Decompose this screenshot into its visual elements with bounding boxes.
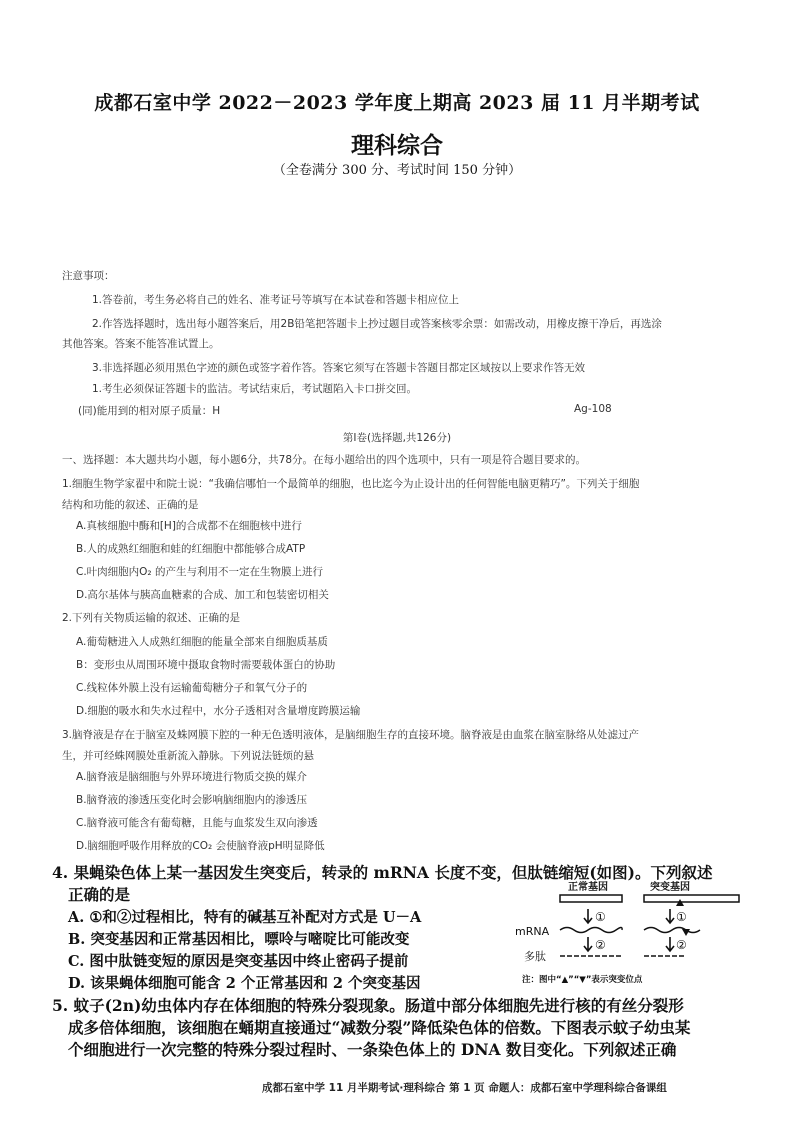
mutant-transcription-arrow-icon bbox=[666, 909, 674, 923]
notice-item-1: 1.答卷前，考生务必将自己的姓名、准考证号等填写在本试卷和答题卡相应位上 bbox=[92, 294, 460, 306]
q3-option-a: A.脑脊液是脑细胞与外界环境进行物质交换的媒介 bbox=[76, 771, 307, 783]
q1-option-c: C.叶肉细胞内O₂ 的产生与利用不一定在生物膜上进行 bbox=[76, 566, 323, 578]
mutation-figure bbox=[510, 880, 750, 988]
q1-stem-cont: 结构和功能的叙述、正确的是 bbox=[62, 499, 199, 511]
figure-label-mrna: mRNA bbox=[515, 925, 550, 938]
q2-stem: 2.下列有关物质运输的叙述、正确的是 bbox=[62, 612, 241, 624]
mutant-translation-arrow-icon bbox=[666, 937, 674, 951]
mutant-gene-bar bbox=[644, 895, 739, 902]
normal-translation-arrow-icon bbox=[584, 937, 592, 951]
part-heading: 第Ⅰ卷(选择题,共126分) bbox=[342, 432, 452, 444]
q2-option-d: D.细胞的吸水和失水过程中，水分子透相对含量增度跨膜运输 bbox=[76, 705, 361, 717]
normal-mrna-wave bbox=[560, 928, 622, 933]
page-footer: 成都石室中学 11 月半期考试·理科综合 第 1 页 命题人：成都石室中学理科综合备课组 bbox=[262, 1082, 667, 1094]
q3-option-b: B.脑脊液的渗透压变化时会影响脑细胞内的渗透压 bbox=[76, 794, 308, 806]
q4-option-d: D. 该果蝇体细胞可能含 2 个正常基因和 2 个突变基因 bbox=[68, 975, 421, 992]
q4-stem-cont: 正确的是 bbox=[68, 885, 131, 904]
q5-stem-cont-1: 成多倍体细胞，该细胞在蛹期直接通过“减数分裂”降低染色体的倍数。下图表示蚊子幼虫某 bbox=[68, 1018, 691, 1037]
notice-heading: 注意事项： bbox=[62, 270, 115, 282]
q4-option-b: B. 突变基因和正常基因相比，嘌呤与嘧啶比可能改变 bbox=[68, 931, 410, 948]
section-instruction: 一、选择题：本大题共均小题，每小题6分，共78分。在每小题给出的四个选项中，只有一项是符合题目要求的。 bbox=[62, 454, 587, 466]
figure-label-peptide: 多肽 bbox=[524, 950, 546, 963]
q2-option-b: B：变形虫从周围环境中摄取食物时需要载体蛋白的协助 bbox=[76, 659, 336, 671]
q1-stem: 1.细胞生物学家翟中和院士说：“我确信哪怕一个最简单的细胞，也比迄今为止设计出的任何智能电脑更精巧”。下列关于细胞 bbox=[62, 478, 640, 490]
normal-step-1: ① bbox=[595, 910, 606, 924]
notice-item-4: 1.考生必须保证答题卡的监洁。考试结束后，考试题陷入卡口拼交回。 bbox=[92, 383, 418, 395]
normal-gene-bar bbox=[560, 895, 622, 902]
notice-item-2: 2.作答选择题时，选出每小题答案后，用2B铅笔把答题卡上抄过题目或答案核零余票：如需改动，用橡皮擦干净后，再选涂 bbox=[92, 318, 662, 330]
q1-option-d: D.高尔基体与胰高血糖素的合成、加工和包装密切相关 bbox=[76, 589, 329, 601]
q1-option-a: A.真核细胞中酶和[H]的合成都不在细胞核中进行 bbox=[76, 520, 302, 532]
q4-option-a: A. ①和②过程相比，特有的碱基互补配对方式是 U－A bbox=[68, 909, 422, 926]
mutant-step-2: ② bbox=[676, 938, 687, 952]
q4-stem: 4. 果蝇染色体上某一基因发生突变后，转录的 mRNA 长度不变，但肽链缩短(如图)。下列叙述 bbox=[52, 863, 713, 882]
notice-item-2-cont: 其他答案。答案不能答准试置上。 bbox=[62, 338, 220, 350]
q3-option-d: D.脑细胞呼吸作用释放的CO₂ 会使脑脊液pH明显降低 bbox=[76, 840, 325, 852]
atomic-mass-ag: Ag-108 bbox=[574, 403, 612, 415]
normal-transcription-arrow-icon bbox=[584, 909, 592, 923]
q5-stem-cont-2: 个细胞进行一次完整的特殊分裂过程时、一条染色体上的 DNA 数目变化。下列叙述正确 bbox=[68, 1040, 677, 1059]
normal-step-2: ② bbox=[595, 938, 606, 952]
mutation-down-marker-icon bbox=[682, 929, 690, 936]
figure-label-mutant: 突变基因 bbox=[650, 882, 690, 893]
figure-note: 注：图中“▲”“▼”表示突变位点 bbox=[522, 975, 643, 985]
mutant-mrna-wave bbox=[644, 928, 700, 933]
q2-option-a: A.葡萄糖进入人成熟红细胞的能量全部来自细胞质基质 bbox=[76, 636, 328, 648]
figure-label-normal: 正常基因 bbox=[568, 882, 608, 893]
q3-option-c: C.脑脊液可能含有葡萄糖，且能与血浆发生双向渗透 bbox=[76, 817, 318, 829]
atomic-mass-label: (同)能用到的相对原子质量：H bbox=[78, 405, 221, 417]
exam-subject: 理科综合 bbox=[351, 132, 443, 159]
mutant-step-1: ① bbox=[676, 910, 687, 924]
q3-stem: 3.脑脊液是存在于脑室及蛛网膜下腔的一种无色透明液体，是脑细胞生存的直接环境。脑脊液是由血浆在脑室脉络从处滤过产 bbox=[62, 729, 640, 741]
q2-option-c: C.线粒体外膜上没有运输葡萄糖分子和氧气分子的 bbox=[76, 682, 308, 694]
exam-title: 成都石室中学 2022－2023 学年度上期高 2023 届 11 月半期考试 bbox=[94, 92, 700, 114]
q4-option-c: C. 图中肽链变短的原因是突变基因中终止密码子提前 bbox=[68, 953, 409, 970]
q5-stem: 5. 蚊子(2n)幼虫体内存在体细胞的特殊分裂现象。肠道中部分体细胞先进行核的有丝分裂形 bbox=[52, 996, 684, 1015]
notice-item-3: 3.非选择题必须用黑色字迹的颜色或签字着作答。答案它须写在答题卡答题目都定区域按以上要求作答无效 bbox=[92, 362, 586, 374]
exam-note: （全卷满分 300 分、考试时间 150 分钟） bbox=[272, 163, 522, 178]
q3-stem-cont: 生，并可经蛛网膜处重新流入静脉。下列说法链烦的悬 bbox=[62, 750, 314, 762]
q1-option-b: B.人的成熟红细胞和蛙的红细胞中都能够合成ATP bbox=[76, 543, 306, 555]
